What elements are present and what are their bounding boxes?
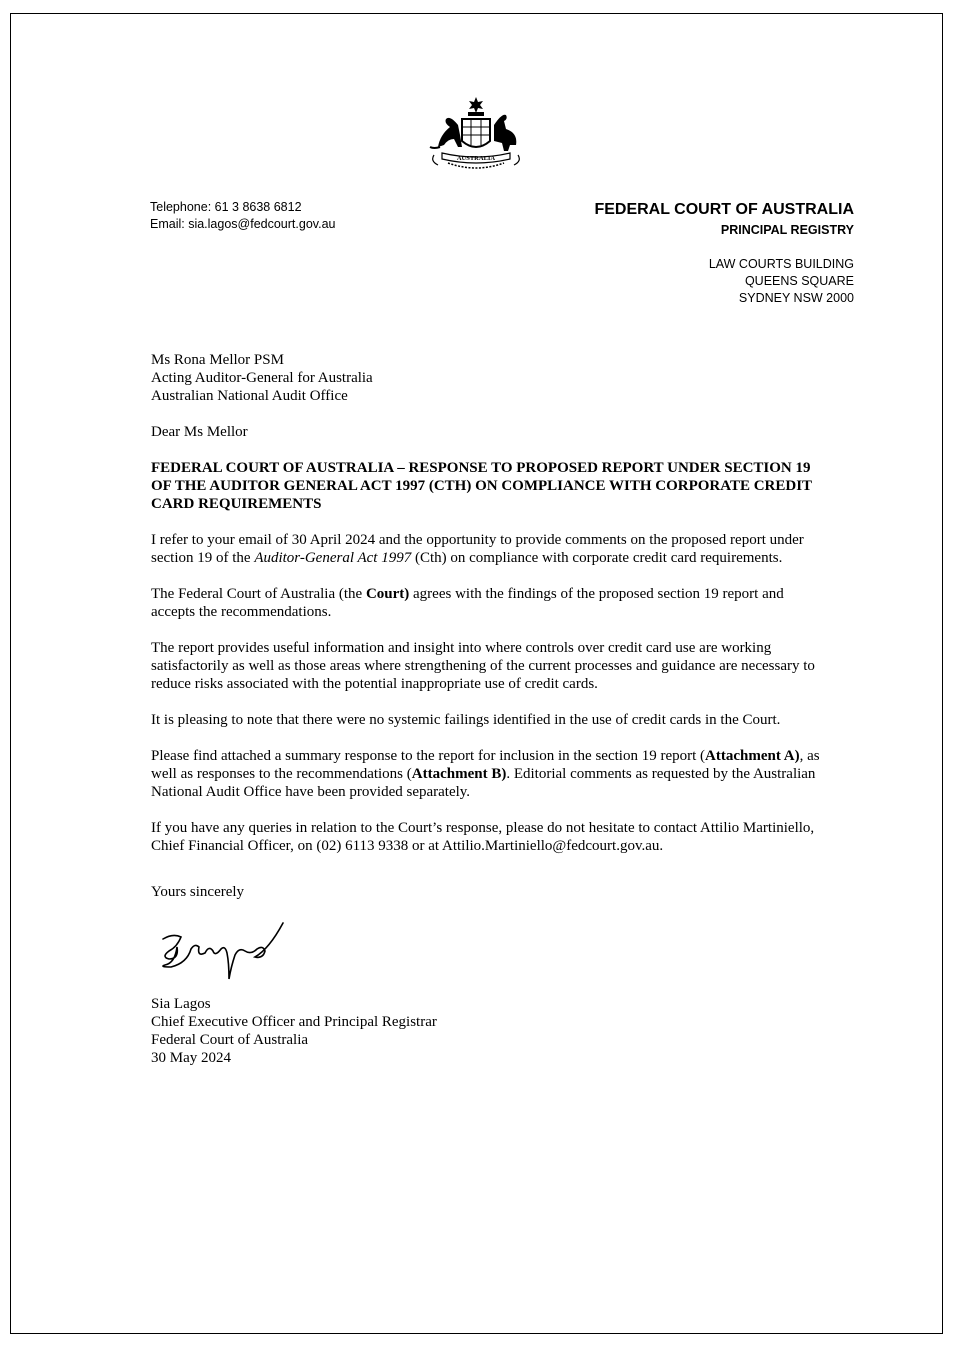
court-term: Court) (365, 586, 410, 602)
paragraph-2 (151, 585, 831, 621)
salutation: Dear Ms Mellor (151, 424, 248, 440)
court-header (594, 200, 854, 240)
recipient-organisation: Australian National Audit Office (151, 388, 348, 404)
court-address (709, 256, 854, 307)
paragraph-5 (151, 747, 831, 801)
court-registry: PRINCIPAL REGISTRY (720, 223, 854, 237)
paragraph-1 (151, 531, 831, 567)
coat-of-arms-icon (428, 95, 524, 170)
paragraph-3: The report provides useful information and insight into where controls over credit card use are working satisfactorily as well as those areas where strengthening of the current processes and guidance are necessary to reduce risks associated with the potential inappropriate use of credit cards. (151, 640, 815, 692)
recipient-title: Acting Auditor-General for Australia (151, 370, 373, 386)
text: agrees with the findings of the proposed section 19 report and accepts the recommendations. (151, 586, 784, 620)
svg-text:AUSTRALIA: AUSTRALIA (456, 155, 496, 162)
recipient-name: Ms Rona Mellor PSM (151, 352, 284, 368)
signatory-block (151, 995, 831, 1067)
text: . Editorial comments as requested by the Australian National Audit Office have been provided separately. (151, 766, 816, 800)
signatory-name: Sia Lagos (151, 996, 211, 1012)
text: Please find attached a summary response to the report for inclusion in the section 19 report ( (151, 748, 706, 764)
closing: Yours sincerely (151, 884, 245, 900)
attachment-a: Attachment A) (705, 748, 800, 764)
text: , as well as responses to the recommendations ( (151, 748, 820, 782)
paragraph-4: It is pleasing to note that there were no systemic failings identified in the use of credit cards in the Court. (151, 712, 781, 728)
text: The Federal Court of Australia (the (151, 586, 366, 602)
court-name: FEDERAL COURT OF AUSTRALIA (594, 201, 854, 218)
letter-body (151, 351, 831, 1067)
address-line: QUEENS SQUARE (744, 274, 854, 288)
subject-line: FEDERAL COURT OF AUSTRALIA – RESPONSE TO PROPOSED REPORT UNDER SECTION 19 OF THE AUDITOR GENERAL ACT 1997 (CTH) ON COMPLIANCE WITH CORPORATE CREDIT CARD REQUIREMENTS (151, 460, 812, 512)
address-line: LAW COURTS BUILDING (708, 257, 854, 271)
text: I refer to your email of 30 April 2024 and the opportunity to provide comments on the proposed report under section 19 of the (151, 532, 804, 566)
paragraph-6: If you have any queries in relation to the Court’s response, please do not hesitate to contact Attilio Martiniello, Chief Financial Officer, on (02) 6113 9338 or at Attilio.Martiniello@fedcourt.gov.au. (151, 820, 815, 854)
contact-details (150, 199, 335, 233)
attachment-b: Attachment B) (411, 766, 507, 782)
act-title: Auditor-General Act 1997 (254, 550, 412, 566)
letter-date: 30 May 2024 (151, 1050, 231, 1066)
signature-icon (151, 917, 291, 987)
recipient-block (151, 351, 831, 405)
email: Email: sia.lagos@fedcourt.gov.au (150, 217, 336, 231)
text: (Cth) on compliance with corporate credit card requirements. (411, 550, 783, 566)
signatory-title: Chief Executive Officer and Principal Registrar (151, 1014, 437, 1030)
address-line: SYDNEY NSW 2000 (738, 291, 854, 305)
signatory-organisation: Federal Court of Australia (151, 1032, 309, 1048)
telephone: Telephone: 61 3 8638 6812 (150, 200, 302, 214)
